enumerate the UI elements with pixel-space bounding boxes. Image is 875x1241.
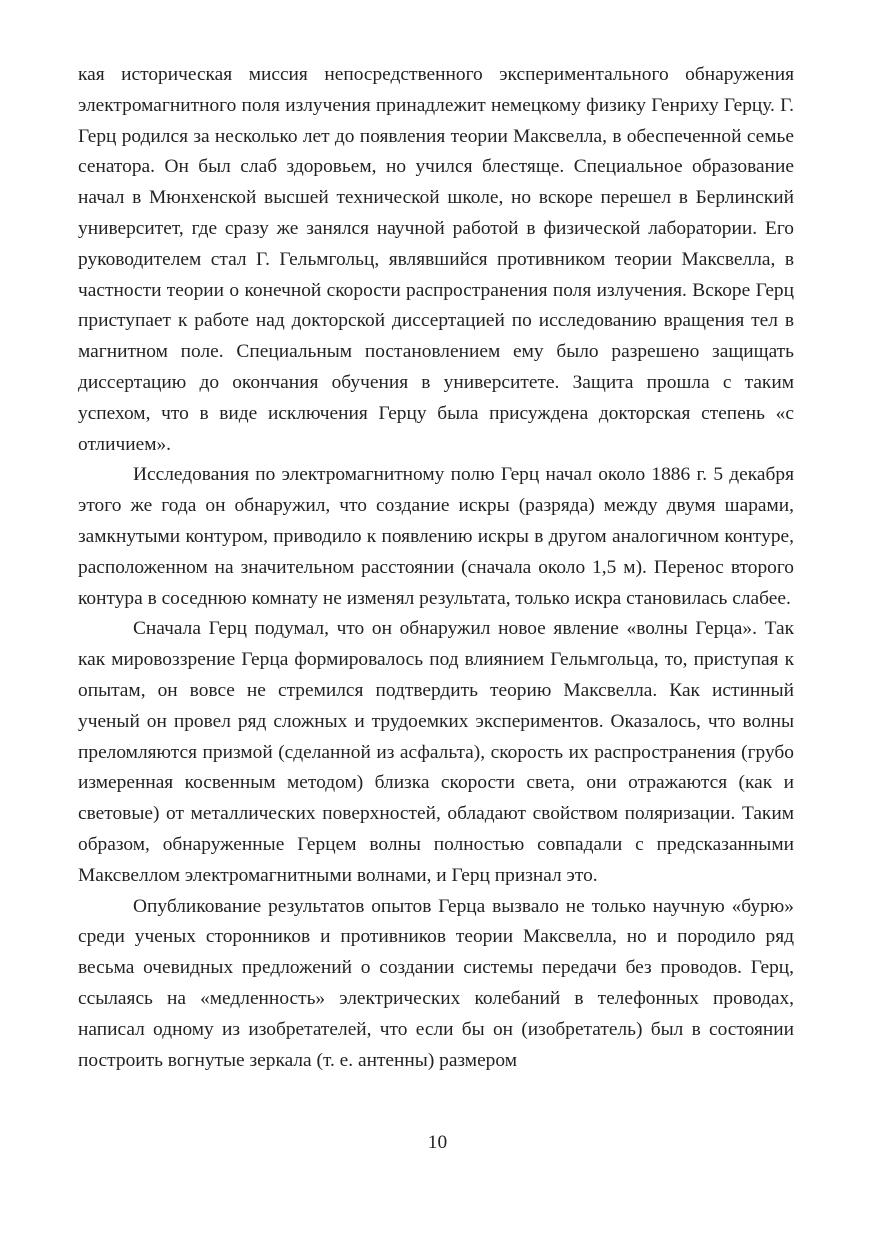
paragraph-publication: Опубликование результатов опытов Герца вызвало не только научную «бурю» среди ученых сторонников и противников теории Максвелла, но и породило ряд весьма очевидных предложений о создании системы передачи без проводов. Герц, ссылаясь на «медленность» электрических колебаний в телефонных проводах, написал одному из изобретателей, что если бы он (изобретатель) был в состоянии построить вогнутые зеркала (т. е. антенны) размером [78,895,794,1071]
page-number: 10 [427,1132,448,1153]
document-body [78,60,794,1076]
paragraph-continuation: кая историческая миссия непосредственного экспериментального обнаружения электромагнитного поля излучения принадлежит немецкому физику Генриху Герцу. Г. Герц родился за несколько лет до появления теории Максвелла, в обеспеченной семье сенатора. Он был слаб здоровьем, но учился блестяще. Специальное образование начал в Мюнхенской высшей технической школе, но вскоре перешел в Берлинский университет, где сразу же занялся научной работой в физической лаборатории. Его руководителем стал Г. Гельмгольц, являвшийся противником теории Максвелла, в частности теории о конечной скорости распространения поля излучения. Вскоре Герц приступает к работе над докторской диссертацией по исследованию вращения тел в магнитном поле. Специальным постановлением ему было разрешено защищать диссертацию до окончания обучения в университете. Защита прошла с таким успехом, что в виде исключения Герцу была присуждена докторская степень «с отличием». [78,64,794,455]
paragraph-hertz-waves: Сначала Герц подумал, что он обнаружил новое явление «волны Герца». Так как мировоззрение Герца формировалось под влиянием Гельмгольца, то, приступая к опытам, он вовсе не стремился подтвердить теорию Максвелла. Как истинный ученый он провел ряд сложных и трудоемких экспериментов. Оказалось, что волны преломляются призмой (сделанной из асфальта), скорость их распространения (грубо измеренная косвенным методом) близка скорости света, они отражаются (как и световые) от металлических поверхностей, обладают свойством поляризации. Таким образом, обнаруженные Герцем волны полностью совпадали с предсказанными Максвеллом электромагнитными волнами, и Герц признал это. [78,618,794,886]
paragraph-experiments-1886: Исследования по электромагнитному полю Герц начал около 1886 г. 5 декабря этого же года он обнаружил, что создание искры (разряда) между двумя шарами, замкнутыми контуром, приводило к появлению искры в другом аналогичном контуре, расположенном на значительном расстоянии (сначала около 1,5 м). Перенос второго контура в соседнюю комнату не изменял результата, только искра становилась слабее. [78,464,794,609]
